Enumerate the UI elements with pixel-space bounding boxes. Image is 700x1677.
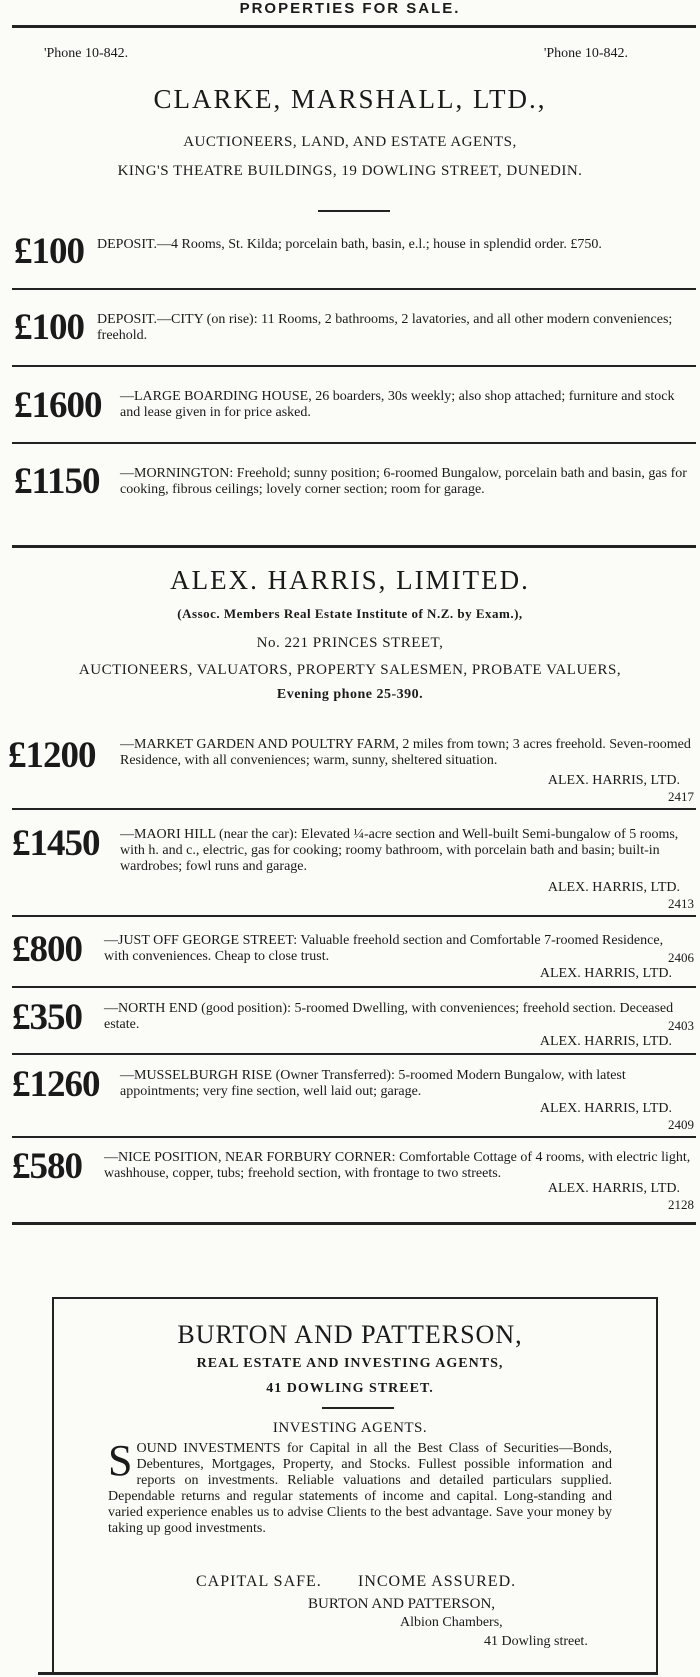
firm-name-clarke: CLARKE, MARSHALL, LTD., xyxy=(153,84,547,114)
ad-price: £1150 xyxy=(14,461,100,502)
ad-ref-number: 2417 xyxy=(668,789,694,804)
divider xyxy=(12,442,696,444)
divider xyxy=(322,1407,394,1409)
ad-text: DEPOSIT.—4 Rooms, St. Kilda; porcelain bath, basin, e.l.; house in splendid order. £750. xyxy=(97,237,602,252)
sig-street: 41 Dowling street. xyxy=(484,1634,588,1649)
divider xyxy=(12,986,696,988)
divider xyxy=(318,210,390,212)
firm-assoc-harris: (Assoc. Members Real Estate Institute of N.Z. by Exam.), xyxy=(177,606,523,621)
firm-address-burton: 41 DOWLING STREET. xyxy=(266,1381,434,1396)
ad-text: —MUSSELBURGH RISE (Owner Transferred): 5-roomed Modern Bungalow, with latest appointments; very fine section, well laid out; garage. xyxy=(120,1068,626,1099)
ad-text: —MARKET GARDEN AND POULTRY FARM, 2 miles from town; 3 acres freehold. Seven-roomed Residence, with all conveniences; warm, sunny, sheltered situation. xyxy=(120,737,691,768)
ad-price: £100 xyxy=(14,307,84,348)
page-title: PROPERTIES FOR SALE. xyxy=(239,0,461,17)
firm-role-burton: REAL ESTATE AND INVESTING AGENTS, xyxy=(196,1356,504,1371)
firm-address-clarke: KING'S THEATRE BUILDINGS, 19 DOWLING STREET, DUNEDIN. xyxy=(117,163,583,179)
ad-signature: ALEX. HARRIS, LTD. xyxy=(539,1034,672,1049)
firm-phone-harris: Evening phone 25-390. xyxy=(276,687,424,702)
sig-chambers: Albion Chambers, xyxy=(400,1615,503,1630)
divider xyxy=(12,288,696,290)
ad-price: £1200 xyxy=(8,735,96,776)
ad-text: —LARGE BOARDING HOUSE, 26 boarders, 30s weekly; also shop attached; furniture and stock and lease given in for price asked. xyxy=(120,389,675,420)
burton-body-text: OUND INVESTMENTS for Capital in all the Best Class of Securities—Bonds, Debentures, Mortgages, Property, and Stocks. Fullest possible information and reports on investments. Reliable valuations and detailed particulars supplied. Dependable returns and regular statements of income and capital. Long-standing and varied experience enables us to advise Clients to the best advantage. Save your money by taking up good investments. xyxy=(108,1441,612,1536)
ad-signature: ALEX. HARRIS, LTD. xyxy=(547,773,680,788)
divider xyxy=(12,545,696,548)
ad-text: —NICE POSITION, NEAR FORBURY CORNER: Comfortable Cottage of 4 rooms, with electric light, washhouse, copper, tubs; freehold section, with frontage to two streets. xyxy=(104,1150,691,1181)
ad-text: DEPOSIT.—CITY (on rise): 11 Rooms, 2 bathrooms, 2 lavatories, and all other modern conveniences; freehold. xyxy=(97,312,673,343)
ad-signature: ALEX. HARRIS, LTD. xyxy=(539,966,672,981)
ad-price: £580 xyxy=(12,1146,82,1187)
firm-role-clarke: AUCTIONEERS, LAND, AND ESTATE AGENTS, xyxy=(183,134,517,150)
ad-ref-number: 2413 xyxy=(668,896,694,911)
firm-role-harris: AUCTIONEERS, VALUATORS, PROPERTY SALESMEN, PROBATE VALUERS, xyxy=(78,662,622,678)
divider xyxy=(12,808,696,810)
ad-ref-number: 2409 xyxy=(668,1117,694,1132)
divider xyxy=(12,1053,696,1055)
ad-ref-number: 2128 xyxy=(668,1197,694,1212)
ad-ref-number: 2403 xyxy=(668,1018,694,1033)
ad-price: £1260 xyxy=(12,1064,100,1105)
slogan-income: INCOME ASSURED. xyxy=(358,1573,517,1590)
ad-price: £100 xyxy=(14,231,84,272)
divider xyxy=(12,365,696,367)
phone-right: 'Phone 10-842. xyxy=(543,46,628,61)
ad-price: £1600 xyxy=(14,385,102,426)
ad-signature: ALEX. HARRIS, LTD. xyxy=(547,1181,680,1196)
phone-left: 'Phone 10-842. xyxy=(44,46,129,61)
firm-name-harris: ALEX. HARRIS, LIMITED. xyxy=(170,565,530,595)
ad-text: —MORNINGTON: Freehold; sunny position; 6-roomed Bungalow, porcelain bath and basin, gas for cooking, fibrous ceilings; lovely corner section; room for garage. xyxy=(120,466,687,497)
drop-cap: S xyxy=(108,1436,133,1485)
burton-body xyxy=(108,1436,612,1537)
firm-address-harris: No. 221 PRINCES STREET, xyxy=(256,635,444,651)
divider xyxy=(12,1222,696,1225)
ad-signature: ALEX. HARRIS, LTD. xyxy=(547,880,680,895)
box-bottom-border xyxy=(38,1672,656,1675)
ad-signature: ALEX. HARRIS, LTD. xyxy=(539,1101,672,1116)
slogan-capital: CAPITAL SAFE. xyxy=(196,1573,322,1590)
ad-text: —NORTH END (good position): 5-roomed Dwelling, with conveniences; freehold section. Deceased estate. xyxy=(104,1001,674,1032)
sig-firm: BURTON AND PATTERSON, xyxy=(308,1596,496,1612)
ad-price: £800 xyxy=(12,929,82,970)
section-heading: INVESTING AGENTS. xyxy=(272,1420,428,1436)
divider xyxy=(12,25,696,28)
ad-price: £1450 xyxy=(12,823,100,864)
firm-name-burton: BURTON AND PATTERSON, xyxy=(177,1320,523,1349)
ad-ref-number: 2406 xyxy=(668,950,694,965)
divider xyxy=(12,1136,696,1138)
ad-price: £350 xyxy=(12,997,82,1038)
divider xyxy=(12,915,696,917)
ad-text: —JUST OFF GEORGE STREET: Valuable freehold section and Comfortable 7-roomed Residence, with conveniences. Cheap to close trust. xyxy=(104,933,664,964)
ad-text: —MAORI HILL (near the car): Elevated ¼-acre section and Well-built Semi-bungalow of 5 rooms, with h. and c., electric, gas for cooking; roomy bathroom, with porcelain bath and basin; built-in wardrobes; fowl runs and garage. xyxy=(120,827,679,874)
